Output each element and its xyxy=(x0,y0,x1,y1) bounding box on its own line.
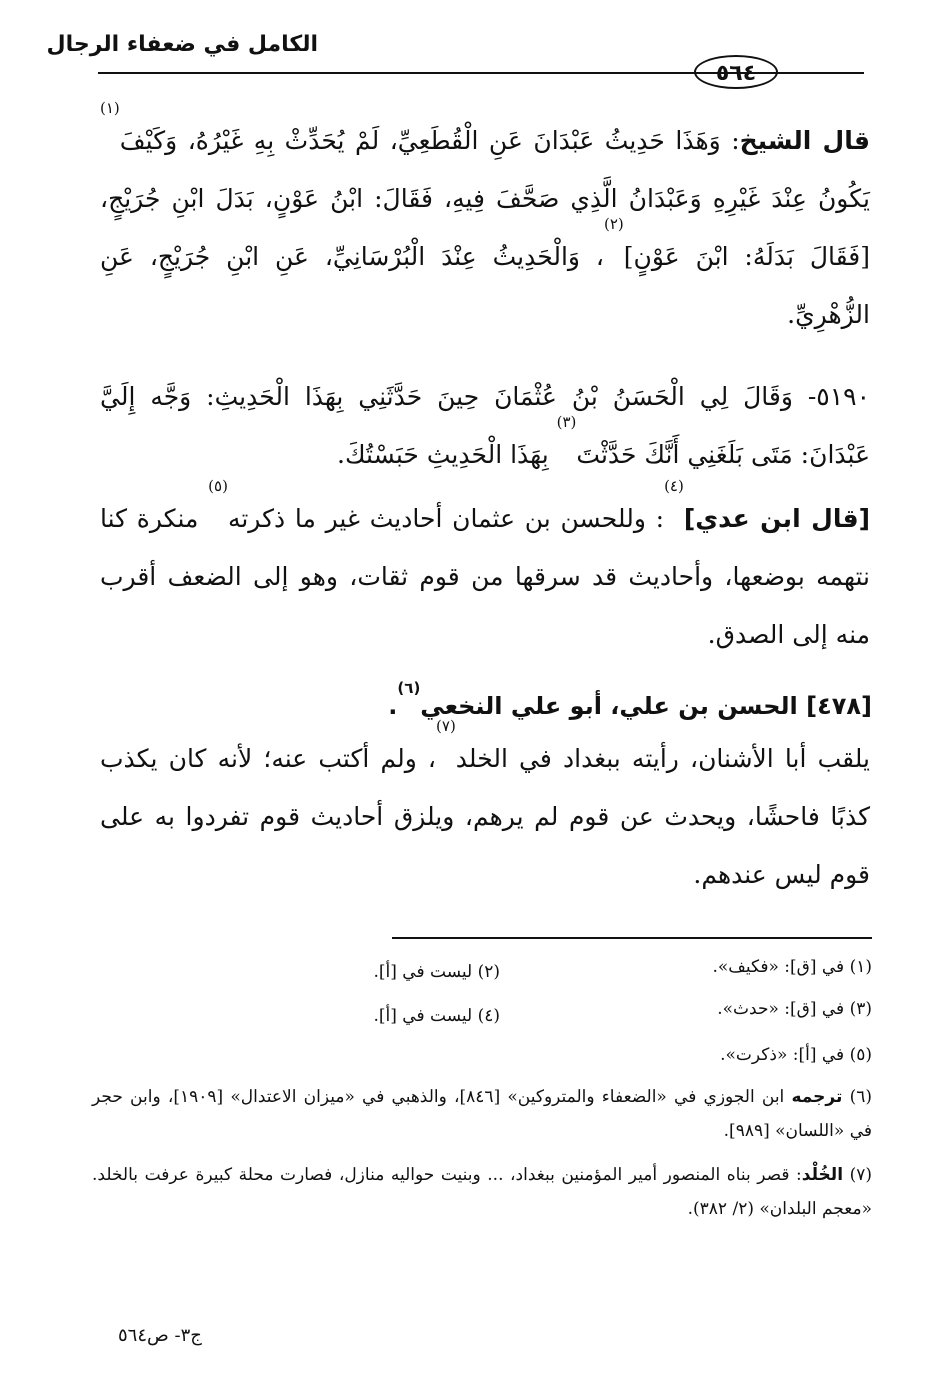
footnote-3: (٣) في [ق]: «حدث». xyxy=(717,999,872,1019)
header-rule-right xyxy=(780,72,864,74)
header-rule-left xyxy=(98,72,780,74)
paragraph-text: ، وَالْحَدِيثُ عِنْدَ الْبُرْسَانِيِّ، عَنِ ابْنِ جُرَيْجٍ، عَنِ الزُّهْرِيِّ. xyxy=(100,242,870,329)
footnote-ref-7: (٧) xyxy=(436,717,456,735)
paragraph-entry-body xyxy=(100,717,871,904)
paragraph-text: : وَهَذَا حَدِيثُ عَبْدَانَ عَنِ الْقُطَعِيِّ، لَمْ يُحَدِّثْ بِهِ غَيْرُهُ، وَكَيْفَ xyxy=(119,126,740,155)
entry-heading xyxy=(92,679,872,720)
footnote-ref-1: (١) xyxy=(100,99,120,117)
paragraph-text: : وللحسن بن عثمان أحاديث غير ما ذكرته xyxy=(227,504,665,533)
footnote-separator xyxy=(392,937,872,939)
speaker-label: قال الشيخ xyxy=(739,126,870,155)
footnote-4: (٤) ليست في [أ]. xyxy=(373,1006,500,1026)
footnote-label: ترجمه xyxy=(791,1087,843,1107)
footnote-ref-2: (٢) xyxy=(603,215,624,233)
footnote-label: الخُلْد xyxy=(801,1165,844,1185)
paragraph-hadith-5190 xyxy=(100,368,870,484)
footnote-ref-3: (٣) xyxy=(556,413,577,431)
footnote-text: ابن الجوزي في «الضعفاء والمتروكين» [٨٤٦]، والذهبي في «ميزان الاعتدال» [١٩٠٩]، وابن حجر في «اللسان» [٩٨٩]. xyxy=(92,1087,872,1141)
footnote-ref-6: (٦) xyxy=(397,679,421,697)
footnote-5: (٥) في [أ]: «ذكرت». xyxy=(720,1045,872,1065)
footnote-7 xyxy=(92,1158,872,1226)
entry-heading-period: . xyxy=(388,692,398,720)
footnote-6 xyxy=(92,1080,872,1148)
volume-page-ref: ج٣- ص٥٦٤ xyxy=(118,1325,202,1346)
paragraph-text: ، ولم أكتب عنه؛ لأنه كان يكذب كذبًا فاحشًا، ويحدث عن قوم لم يرهم، ويلزق أحاديث قوم تفردوا به على قوم ليس عندهم. xyxy=(100,744,870,889)
paragraph-ibn-adi xyxy=(100,477,871,664)
footnote-ref-4: (٤) xyxy=(664,477,684,495)
paragraph-text: يَكُونُ عِنْدَ غَيْرِهِ وَعَبْدَانُ الَّذِي صَحَّفَ فِيهِ، فَقَالَ: ابْنُ عَوْنٍ، بَدَلَ ابْنِ جُرَيْجٍ، [فَقَالَ بَدَلَهُ: ابْنَ عَوْنٍ] xyxy=(100,184,870,271)
speaker-label: [قال ابن عدي] xyxy=(683,504,871,533)
footnote-number: (٦) xyxy=(842,1087,872,1107)
footnote-1: (١) في [ق]: «فكيف». xyxy=(712,957,872,977)
footnote-number: (٧) xyxy=(843,1165,872,1185)
paragraph-shaykh xyxy=(100,99,870,344)
footnote-2: (٢) ليست في [أ]. xyxy=(373,962,500,982)
entry-heading-text: [٤٧٨] الحسن بن علي، أبو علي النخعي xyxy=(420,692,872,720)
page-number-badge: ٥٦٤ xyxy=(694,55,778,89)
paragraph-text: بِهَذَا الْحَدِيثِ حَبَسْتُكَ. xyxy=(337,440,557,469)
paragraph-text: منكرة كنا نتهمه بوضعها، وأحاديث قد سرقها من قوم ثقات، وهو إلى الضعف أقرب منه إلى الصدق. xyxy=(100,504,870,649)
footnote-text: : قصر بناه المنصور أمير المؤمنين ببغداد، ... وبنيت حواليه منازل، فصارت محلة كبيرة عرفت بالخلد. «معجم البلدان» (٢/ ٣٨٢). xyxy=(92,1165,872,1219)
paragraph-text: ٥١٩٠- وَقَالَ لِي الْحَسَنُ بْنُ عُثْمَانَ حِينَ حَدَّثَنِي بِهَذَا الْحَدِيثِ: وَجَّه إِلَيَّ عَبْدَانَ: مَتَى بَلَغَنِي أَنَّكَ حَدَّثْتَ xyxy=(100,382,870,469)
book-title: الكامل في ضعفاء الرجال xyxy=(46,32,318,57)
paragraph-text: يلقب أبا الأشنان، رأيته ببغداد في الخلد xyxy=(455,744,871,773)
footnote-ref-5: (٥) xyxy=(208,477,228,495)
